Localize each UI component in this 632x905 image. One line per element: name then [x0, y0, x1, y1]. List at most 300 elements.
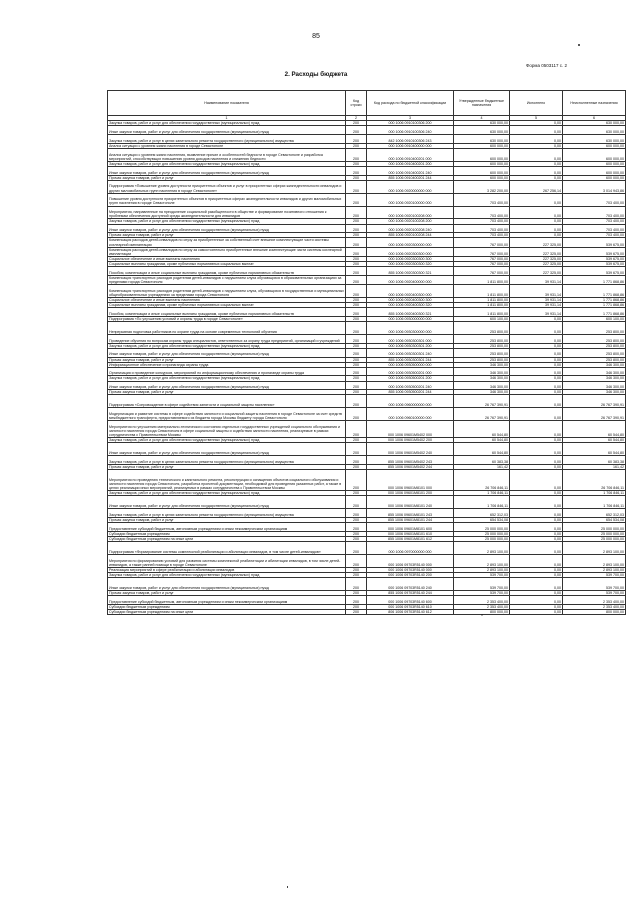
row-name: Иные закупки товаров, работ и услуг для обеспечения государственных (муниципальных) нужд	[108, 348, 346, 357]
row-executed: 0,00	[510, 578, 563, 591]
row-approved: 2 353 400,00	[454, 604, 510, 609]
row-remaining: 654 534,08	[563, 518, 626, 523]
row-approved: 60 383,38	[454, 456, 510, 465]
row-remaining: 2 893 100,00	[563, 554, 626, 567]
row-line-code: 200	[346, 275, 367, 284]
row-remaining: 26 767 390,91	[563, 395, 626, 408]
row-budget-code: 000 1006 0920100208 200	[367, 219, 454, 224]
row-approved: 253 800,00	[454, 348, 510, 357]
row-name: Закупка товаров, работ и услуг для обеспечения государственных (муниципальных) нужд	[108, 343, 346, 348]
row-executed: 0,00	[510, 572, 563, 577]
table-row	[108, 224, 626, 233]
table-row	[108, 496, 626, 509]
row-budget-code: 000 1006 0960100000 000	[367, 408, 454, 421]
form-label: Форма 0503117 с. 2	[526, 63, 567, 68]
row-budget-code: 855 1006 0920100208 244	[367, 233, 454, 238]
row-name: Компенсация транспортных расходов родителям детей-инвалидов с нарушением слуха обучающихся в образовательных организациях за пределами города Севастополя	[108, 275, 346, 284]
row-remaining: 630 000,00	[563, 121, 626, 126]
row-remaining: 2 353 400,00	[563, 596, 626, 605]
row-name: Прочая закупка товаров, работ и услуг	[108, 465, 346, 470]
row-executed: 0,00	[510, 219, 563, 224]
row-budget-code: 000 1006 0930500201 240	[367, 381, 454, 390]
row-remaining: 539 675,00	[563, 266, 626, 275]
row-remaining: 25 000 000,00	[563, 531, 626, 536]
row-line-code: 200	[346, 590, 367, 595]
row-executed: 0,00	[510, 143, 563, 148]
row-remaining: 1 771 868,86	[563, 284, 626, 297]
row-line-code: 200	[346, 523, 367, 532]
section-title: 2. Расходы бюджета	[284, 71, 348, 78]
row-budget-code: 000 1006 0930300301 240	[367, 348, 454, 357]
row-budget-code: 000 1006 0910100306 240	[367, 126, 454, 135]
row-name: Социальное обеспечение и иные выплаты населению	[108, 256, 346, 261]
row-remaining: 346 300,00	[563, 362, 626, 367]
row-line-code: 200	[346, 496, 367, 509]
page-number: 85	[312, 33, 320, 40]
row-executed: 0,00	[510, 206, 563, 219]
row-executed: 0,00	[510, 609, 563, 614]
row-executed: 227 325,00	[510, 266, 563, 275]
row-budget-code: 000 1006 09703R5140 000	[367, 554, 454, 567]
row-executed: 0,00	[510, 390, 563, 395]
row-budget-code: 855 1006 0920400300 321	[367, 308, 454, 317]
row-remaining: 60 544,80	[563, 443, 626, 456]
row-name: Закупка товаров, работ и услуг для обеспечения государственных (муниципальных) нужд	[108, 438, 346, 443]
table-row	[108, 134, 626, 143]
row-line-code: 200	[346, 465, 367, 470]
row-line-code: 200	[346, 175, 367, 180]
column-number: 1	[108, 116, 346, 121]
row-approved: 600 000,00	[454, 148, 510, 161]
row-budget-code: 806 1006 09703R5140 612	[367, 609, 454, 614]
row-executed: 0,00	[510, 523, 563, 532]
row-approved: 600 000,00	[454, 143, 510, 148]
row-name: Социальное обеспечение и иные выплаты населению	[108, 297, 346, 302]
row-approved: 253 800,00	[454, 321, 510, 334]
row-line-code: 200	[346, 604, 367, 609]
row-executed: 0,00	[510, 134, 563, 143]
row-budget-code: 000 1006 0920400000 000	[367, 275, 454, 284]
row-name: Организация и проведение конкурсов, мероприятий по информационному обеспечению и пропаганде охраны труда	[108, 367, 346, 376]
row-executed: 39 931,14	[510, 297, 563, 302]
row-remaining: 161,42	[563, 465, 626, 470]
table-row	[108, 321, 626, 334]
row-approved: 767 000,00	[454, 247, 510, 256]
row-name: Анализ ситуации с уровнем жизни населения в городе Севастополе	[108, 143, 346, 148]
row-remaining: 1 706 846,11	[563, 496, 626, 509]
row-line-code: 200	[346, 321, 367, 334]
row-executed: 0,00	[510, 233, 563, 238]
row-name: Прочая закупка товаров, работ и услуг	[108, 357, 346, 362]
row-remaining: 600 000,00	[563, 148, 626, 161]
row-line-code: 200	[346, 443, 367, 456]
row-line-code: 200	[346, 554, 367, 567]
row-line-code: 200	[346, 367, 367, 376]
row-approved: 346 300,00	[454, 381, 510, 390]
row-line-code: 200	[346, 470, 367, 491]
row-budget-code: 855 1006 09703R5140 244	[367, 590, 454, 595]
row-line-code: 200	[346, 609, 367, 614]
row-executed: 0,00	[510, 554, 563, 567]
row-remaining: 539 700,00	[563, 590, 626, 595]
row-remaining: 346 300,00	[563, 376, 626, 381]
row-remaining: 2 353 400,00	[563, 604, 626, 609]
row-executed: 0,00	[510, 381, 563, 390]
row-name: Компенсация транспортных расходов родителям детей-инвалидов с нарушением слуха, обучающихся в государственных и муниципальных общеобразовательных учреждениях за пределами города Севастополя	[108, 284, 346, 297]
row-name: Иные закупки товаров, работ и услуг для обеспечения государственных (муниципальных) нужд	[108, 443, 346, 456]
row-line-code: 200	[346, 518, 367, 523]
row-name: Иные закупки товаров, работ и услуг для обеспечения государственных (муниципальных) нужд	[108, 578, 346, 591]
row-budget-code: 000 1006 09703R5140 600	[367, 596, 454, 605]
row-line-code: 200	[346, 180, 367, 193]
row-approved: 703 400,00	[454, 206, 510, 219]
row-approved: 767 000,00	[454, 238, 510, 247]
row-remaining: 1 771 868,86	[563, 297, 626, 302]
table-row	[108, 578, 626, 591]
row-executed: 0,00	[510, 334, 563, 343]
row-budget-code: 000 1006 0920100208 240	[367, 224, 454, 233]
row-budget-code: 855 1006 0920300300 321	[367, 266, 454, 275]
row-remaining: 1 771 868,86	[563, 275, 626, 284]
row-budget-code: 855 1006 0930300301 244	[367, 357, 454, 362]
row-name: Иные закупки товаров, работ и услуг для обеспечения государственных (муниципальных) нужд	[108, 166, 346, 175]
row-executed: 0,00	[510, 348, 563, 357]
row-name: Анализ ситуации с уровнем жизни населения, выявление причин и особенностей бедности в городе Севастополе и разработка мероприятий, способствующих повышению уровня доходов населения и снижению бедности	[108, 148, 346, 161]
row-name: Компенсация расходов детей-инвалидов по спузу за самостоятельно приобретенные внешние комплектующие части системы кохлеарной имплантации	[108, 247, 346, 256]
row-remaining: 253 800,00	[563, 334, 626, 343]
row-executed: 39 931,14	[510, 302, 563, 307]
row-budget-code: 000 1006 09601М8101 000	[367, 470, 454, 491]
row-executed: 227 325,00	[510, 238, 563, 247]
row-budget-code: 000 1006 0930300301 000	[367, 334, 454, 343]
table-row	[108, 275, 626, 284]
row-line-code: 200	[346, 531, 367, 536]
row-budget-code: 000 1006 0920300000 000	[367, 238, 454, 247]
column-number: 6	[563, 116, 626, 121]
header-approved: Утвержденные бюджетные назначения	[454, 91, 510, 116]
row-budget-code: 000 1006 0910100306 200	[367, 121, 454, 126]
row-executed: 0,00	[510, 121, 563, 126]
row-budget-code: 000 1006 09703R5140 610	[367, 604, 454, 609]
row-budget-code: 000 1006 09601М8101 240	[367, 496, 454, 509]
table-row	[108, 470, 626, 491]
row-approved: 539 700,00	[454, 572, 510, 577]
table-row	[108, 395, 626, 408]
row-remaining: 253 800,00	[563, 357, 626, 362]
row-name: Закупка товаров, работ и услуг для обеспечения государственных (муниципальных) нужд	[108, 121, 346, 126]
row-budget-code: 000 1006 0910400201 000	[367, 148, 454, 161]
header-executed: Исполнено	[510, 91, 563, 116]
row-line-code: 200	[346, 219, 367, 224]
row-name: Мероприятия по улучшению материально-технического состояния отдельных государственных учреждений социального обслуживания и занятости населения города Севастополя в сфере социальной защиты и содействия занятости населения, реализуемые в рамках сотрудничества с Правительством Москвы	[108, 421, 346, 438]
table-row	[108, 596, 626, 605]
row-remaining: 539 675,00	[563, 247, 626, 256]
row-line-code: 200	[346, 542, 367, 555]
row-approved: 2 353 400,00	[454, 596, 510, 605]
row-approved: 652 312,03	[454, 509, 510, 518]
row-remaining: 25 000 000,00	[563, 523, 626, 532]
row-line-code: 200	[346, 233, 367, 238]
row-line-code: 200	[346, 308, 367, 317]
row-budget-code: 855 1006 09601М5402 243	[367, 456, 454, 465]
row-budget-code: 000 1006 0910400000 000	[367, 143, 454, 148]
row-name: Реализация мероприятий в сфере реабилитации и абилитации инвалидов	[108, 567, 346, 572]
row-remaining: 600 000,00	[563, 143, 626, 148]
row-remaining: 600 000,00	[563, 166, 626, 175]
row-approved: 600 000,00	[454, 166, 510, 175]
row-line-code: 200	[346, 572, 367, 577]
row-line-code: 200	[346, 297, 367, 302]
row-budget-code: 000 1006 09601М5402 240	[367, 443, 454, 456]
table-row	[108, 408, 626, 421]
row-budget-code: 855 1006 09601М8101 243	[367, 509, 454, 518]
row-budget-code: 842 1006 0910100306 243	[367, 134, 454, 143]
row-approved: 346 300,00	[454, 367, 510, 376]
table-row	[108, 180, 626, 193]
row-line-code: 200	[346, 134, 367, 143]
row-approved: 1 811 800,00	[454, 284, 510, 297]
row-name: Прочая закупка товаров, работ и услуг	[108, 233, 346, 238]
table-row	[108, 284, 626, 297]
row-remaining: 2 893 100,00	[563, 567, 626, 572]
header-line-code: Код строки	[346, 91, 367, 116]
row-executed: 0,00	[510, 496, 563, 509]
row-remaining: 703 400,00	[563, 206, 626, 219]
header-budget-code: Код расхода по бюджетной классификации	[367, 91, 454, 116]
row-approved: 25 000 000,00	[454, 536, 510, 541]
row-line-code: 200	[346, 438, 367, 443]
row-approved: 253 800,00	[454, 357, 510, 362]
row-name: Повышение уровня доступности приоритетных объектов в приоритетных сферах жизнедеятельности инвалидов и других маломобильных групп населения в городе Севастополе	[108, 193, 346, 206]
row-remaining: 800 000,00	[563, 609, 626, 614]
header-remaining: Неисполненные назначения	[563, 91, 626, 116]
row-approved: 346 300,00	[454, 390, 510, 395]
row-approved: 2 893 100,00	[454, 554, 510, 567]
row-remaining: 1 706 846,11	[563, 491, 626, 496]
row-approved: 26 767 390,91	[454, 408, 510, 421]
row-budget-code: 000 1006 09601М8101 600	[367, 523, 454, 532]
row-approved: 26 706 846,11	[454, 470, 510, 491]
row-remaining: 539 675,00	[563, 256, 626, 261]
table-row	[108, 266, 626, 275]
row-executed: 227 325,00	[510, 261, 563, 266]
row-line-code: 200	[346, 578, 367, 591]
row-line-code: 200	[346, 509, 367, 518]
row-approved: 630 000,00	[454, 134, 510, 143]
row-executed: 39 931,14	[510, 308, 563, 317]
row-name: Субсидии бюджетным учреждениям	[108, 531, 346, 536]
row-line-code: 200	[346, 193, 367, 206]
table-row	[108, 193, 626, 206]
row-executed: 0,00	[510, 443, 563, 456]
table-header-row	[108, 91, 626, 116]
row-budget-code: 000 1006 0930500201 200	[367, 376, 454, 381]
row-budget-code: 000 1006 0920300300 000	[367, 247, 454, 256]
row-name: Информационное обеспечение и пропаганда охраны труда	[108, 362, 346, 367]
row-approved: 1 811 800,00	[454, 308, 510, 317]
row-line-code: 200	[346, 161, 367, 166]
row-line-code: 200	[346, 343, 367, 348]
row-name: Пособия, компенсации и иные социальные выплаты гражданам, кроме публичных нормативных обязательств	[108, 308, 346, 317]
row-remaining: 253 800,00	[563, 348, 626, 357]
row-executed: 0,00	[510, 321, 563, 334]
row-approved: 161,42	[454, 465, 510, 470]
row-name: Мероприятия по формированию условий для развития системы комплексной реабилитации и абилитации инвалидов, в том числе детей-инвалидов, а также ранней помощи в городе Севастополе	[108, 554, 346, 567]
row-line-code: 200	[346, 238, 367, 247]
row-executed: 39 931,14	[510, 284, 563, 297]
row-executed: 0,00	[510, 126, 563, 135]
row-line-code: 200	[346, 421, 367, 438]
table-row	[108, 334, 626, 343]
row-name: Подпрограмма «Сопровождение в сфере содействия занятости и социальной защиты населения»	[108, 395, 346, 408]
row-name: Закупка товаров, работ и услуг в целях капитального ремонта государственного (муниципального) имущества	[108, 456, 346, 465]
row-line-code: 200	[346, 224, 367, 233]
row-executed: 0,00	[510, 175, 563, 180]
row-approved: 767 000,00	[454, 261, 510, 266]
row-executed: 0,00	[510, 604, 563, 609]
column-number: 3	[367, 116, 454, 121]
row-line-code: 200	[346, 284, 367, 297]
row-line-code: 200	[346, 302, 367, 307]
row-line-code: 200	[346, 166, 367, 175]
row-name: Иные закупки товаров, работ и услуг для обеспечения государственных (муниципальных) нужд	[108, 126, 346, 135]
row-budget-code: 000 1006 0920400300 000	[367, 284, 454, 297]
row-approved: 767 000,00	[454, 256, 510, 261]
row-budget-code: 000 1006 0930300000 000	[367, 321, 454, 334]
row-approved: 60 544,80	[454, 421, 510, 438]
row-name: Субсидии бюджетным учреждениям на иные цели	[108, 609, 346, 614]
stray-asterisk: *	[481, 614, 483, 620]
row-budget-code: 000 1006 0930500000 000	[367, 362, 454, 367]
row-line-code: 200	[346, 362, 367, 367]
row-executed: 0,00	[510, 518, 563, 523]
row-name: Закупка товаров, работ и услуг в целях капитального ремонта государственного (муниципального) имущества	[108, 134, 346, 143]
row-approved: 2 893 100,00	[454, 567, 510, 572]
row-approved: 2 893 100,00	[454, 542, 510, 555]
row-approved: 703 400,00	[454, 193, 510, 206]
row-remaining: 600 100,00	[563, 316, 626, 321]
row-executed: 0,00	[510, 438, 563, 443]
row-line-code: 200	[346, 491, 367, 496]
row-remaining: 25 000 000,00	[563, 536, 626, 541]
row-executed: 0,00	[510, 343, 563, 348]
row-approved: 1 811 800,00	[454, 297, 510, 302]
row-line-code: 200	[346, 148, 367, 161]
row-budget-code: 000 1006 0920300300 320	[367, 261, 454, 266]
row-line-code: 200	[346, 143, 367, 148]
row-approved: 1 706 846,11	[454, 496, 510, 509]
row-name: Закупка товаров, работ и услуг для обеспечения государственных (муниципальных) нужд	[108, 161, 346, 166]
row-name: Закупка товаров, работ и услуг для обеспечения государственных (муниципальных) нужд	[108, 491, 346, 496]
row-name: Пособия, компенсации и иные социальные выплаты гражданам, кроме публичных нормативных обязательств	[108, 266, 346, 275]
row-executed: 0,00	[510, 509, 563, 518]
row-budget-code: 000 1006 0920100000 000	[367, 193, 454, 206]
row-name: Прочая закупка товаров, работ и услуг	[108, 175, 346, 180]
row-line-code: 200	[346, 206, 367, 219]
row-approved: 60 544,80	[454, 438, 510, 443]
row-remaining: 703 400,00	[563, 193, 626, 206]
row-line-code: 200	[346, 334, 367, 343]
row-line-code: 200	[346, 348, 367, 357]
row-remaining: 652 312,03	[563, 509, 626, 518]
row-budget-code: 000 1006 0970000000 000	[367, 542, 454, 555]
row-remaining: 2 893 100,00	[563, 542, 626, 555]
row-approved: 703 400,00	[454, 233, 510, 238]
row-budget-code: 000 1006 0920300300 300	[367, 256, 454, 261]
row-remaining: 346 300,00	[563, 367, 626, 376]
row-remaining: 539 700,00	[563, 572, 626, 577]
row-remaining: 346 300,00	[563, 381, 626, 390]
row-budget-code: 000 1006 09703R5140 000	[367, 567, 454, 572]
row-budget-code: 000 1006 0910400201 200	[367, 161, 454, 166]
row-name: Предоставление субсидий бюджетным, автономным учреждениям и иным некоммерческим организациям	[108, 523, 346, 532]
row-line-code: 200	[346, 381, 367, 390]
row-remaining: 1 771 868,86	[563, 308, 626, 317]
row-line-code: 200	[346, 261, 367, 266]
row-line-code: 200	[346, 567, 367, 572]
row-approved: 800 000,00	[454, 609, 510, 614]
row-executed: 0,00	[510, 456, 563, 465]
row-remaining: 630 000,00	[563, 126, 626, 135]
row-executed: 0,00	[510, 596, 563, 605]
table-row	[108, 509, 626, 518]
row-name: Подпрограмма «Повышение уровня доступности приоритетных объектов и услуг в приоритетных сферах жизнедеятельности инвалидов и других маломобильных групп населения в городе Севастополе»	[108, 180, 346, 193]
row-name: Закупка товаров, работ и услуг для обеспечения государственных (муниципальных) нужд	[108, 219, 346, 224]
row-remaining: 539 675,00	[563, 261, 626, 266]
row-line-code: 200	[346, 456, 367, 465]
row-approved: 630 000,00	[454, 121, 510, 126]
row-executed: 0,00	[510, 531, 563, 536]
row-approved: 253 800,00	[454, 334, 510, 343]
row-name: Социальные выплаты гражданам, кроме публичных нормативных социальных выплат	[108, 261, 346, 266]
row-name: Проведение обучения по вопросам охраны труда специалистов, ответственных за охрану труда предприятий, организаций и учреждений	[108, 334, 346, 343]
row-name: Модернизация и развитие системы в сфере содействия занятости и социальной защиты населения в городе Севастополе за счет средств межбюджетного трансферта, предоставляемого из бюджета города Москвы бюджету города Севастополя	[108, 408, 346, 421]
row-budget-code: 000 1006 0930000000 000	[367, 316, 454, 321]
row-executed: 0,00	[510, 166, 563, 175]
row-budget-code: 000 1006 0910400201 240	[367, 166, 454, 175]
row-line-code: 200	[346, 390, 367, 395]
row-executed: 0,00	[510, 362, 563, 367]
row-name: Прочая закупка товаров, работ и услуг	[108, 590, 346, 595]
table-row	[108, 609, 626, 614]
row-remaining: 703 400,00	[563, 219, 626, 224]
row-name: Компенсация расходов детей-инвалидов по спузу за приобретенные за собственный счет внешние комплектующие части системы кохлеарной имплантации	[108, 238, 346, 247]
row-budget-code: 855 1006 09601М5402 244	[367, 465, 454, 470]
table-row	[108, 523, 626, 532]
row-name: Мероприятия по проведению технического и капитального ремонта, реконструкции и оснащению объектов социального обслуживания и занятости населения города Севастополя, разработка проектной документации, необходимой для проведения указанных работ, а также в целях реализации иных мероприятий, реализуемых в рамках сотрудничества с Правительством Москвы	[108, 470, 346, 491]
row-approved: 703 400,00	[454, 219, 510, 224]
row-remaining: 539 700,00	[563, 578, 626, 591]
row-name: Непрерывная подготовка работников по охране труда на основе современных технологий обучения	[108, 321, 346, 334]
table-row	[108, 308, 626, 317]
row-executed: 0,00	[510, 357, 563, 362]
row-budget-code: 000 1006 09601М8101 200	[367, 491, 454, 496]
row-budget-code: 000 1006 09601М5402 000	[367, 421, 454, 438]
row-approved: 346 300,00	[454, 376, 510, 381]
column-number: 4	[454, 116, 510, 121]
row-executed: 0,00	[510, 395, 563, 408]
row-line-code: 200	[346, 247, 367, 256]
row-executed: 267 256,14	[510, 180, 563, 193]
row-approved: 654 534,08	[454, 518, 510, 523]
table-row	[108, 206, 626, 219]
row-budget-code: 000 1006 09601М5402 200	[367, 438, 454, 443]
row-executed: 0,00	[510, 376, 563, 381]
row-budget-code: 000 1006 09703R5140 200	[367, 572, 454, 577]
row-budget-code: 855 1006 0910400201 244	[367, 175, 454, 180]
row-line-code: 200	[346, 536, 367, 541]
row-executed: 0,00	[510, 536, 563, 541]
